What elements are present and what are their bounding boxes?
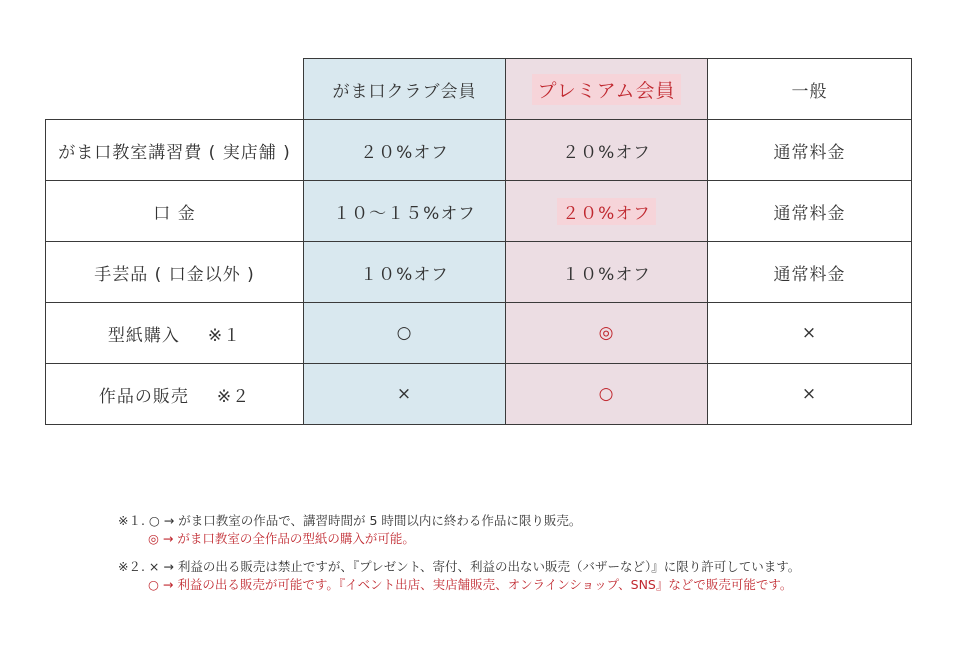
row-label-text: 作品の販売 bbox=[98, 386, 189, 407]
table-row bbox=[46, 303, 912, 364]
header-row bbox=[46, 59, 912, 120]
club-cell: × bbox=[304, 364, 506, 425]
general-cell: × bbox=[708, 364, 912, 425]
header-premium-member bbox=[506, 59, 708, 120]
general-cell: 通常料金 bbox=[708, 242, 912, 303]
general-cell: 通常料金 bbox=[708, 181, 912, 242]
club-cell: １０%オフ bbox=[304, 242, 506, 303]
membership-comparison-table bbox=[45, 58, 912, 425]
row-label-text: 手芸品 ( 口金以外 ) bbox=[94, 264, 255, 285]
footnote-mark: ※１ bbox=[207, 325, 242, 346]
footnote-2: ※２. × → 利益の出る販売は禁止ですが、『プレゼント、寄付、利益の出ない販売（バザーなど）』に限り許可しています。 bbox=[118, 559, 801, 574]
general-cell: × bbox=[708, 303, 912, 364]
premium-cell: ○ bbox=[506, 364, 708, 425]
row-label-text: 型紙購入 bbox=[107, 325, 180, 346]
footnotes bbox=[118, 512, 800, 594]
premium-cell: ２０%オフ bbox=[506, 120, 708, 181]
footnote-2-premium: ○ → 利益の出る販売が可能です。『イベント出店、実店舗販売、オンラインショップ、SNS』などで販売可能です。 bbox=[148, 577, 793, 592]
table-row bbox=[46, 181, 912, 242]
footnote-1: ※１. ○ → がま口教室の作品で、講習時間が 5 時間以内に終わる作品に限り販売。 bbox=[118, 513, 582, 528]
row-label-text: 口 金 bbox=[153, 203, 196, 224]
row-label bbox=[46, 120, 304, 181]
premium-cell: １０%オフ bbox=[506, 242, 708, 303]
row-label-text: がま口教室講習費 ( 実店舗 ) bbox=[58, 142, 291, 163]
club-cell: ○ bbox=[304, 303, 506, 364]
footnote-mark: ※２ bbox=[216, 386, 251, 407]
header-club-member: がま口クラブ会員 bbox=[304, 59, 506, 120]
club-cell: １０～１５%オフ bbox=[304, 181, 506, 242]
row-label bbox=[46, 242, 304, 303]
premium-header-label: プレミアム会員 bbox=[532, 74, 682, 105]
row-label bbox=[46, 303, 304, 364]
row-label bbox=[46, 364, 304, 425]
table-row bbox=[46, 364, 912, 425]
table-row bbox=[46, 242, 912, 303]
table-row bbox=[46, 120, 912, 181]
general-cell: 通常料金 bbox=[708, 120, 912, 181]
header-general: 一般 bbox=[708, 59, 912, 120]
premium-highlight: ２０%オフ bbox=[557, 198, 656, 225]
premium-cell: ◎ bbox=[506, 303, 708, 364]
premium-cell bbox=[506, 181, 708, 242]
header-blank-cell bbox=[46, 59, 304, 120]
row-label bbox=[46, 181, 304, 242]
footnote-1-premium: ◎ → がま口教室の全作品の型紙の購入が可能。 bbox=[148, 531, 415, 546]
club-cell: ２０%オフ bbox=[304, 120, 506, 181]
